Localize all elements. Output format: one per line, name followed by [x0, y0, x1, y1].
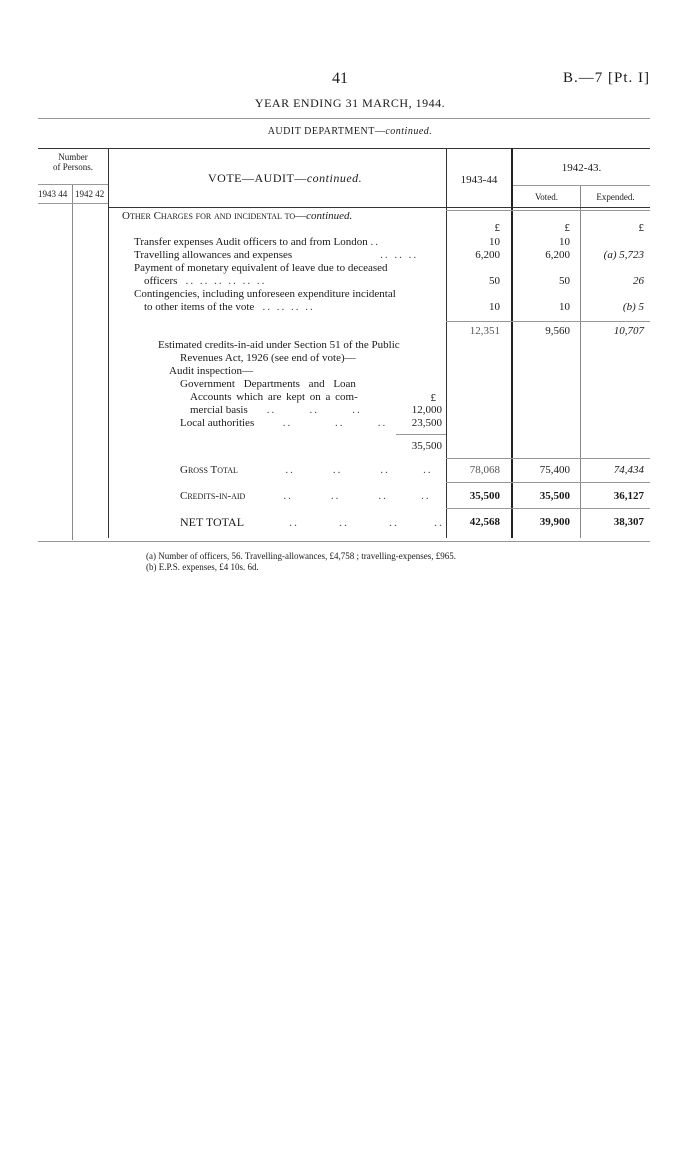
page-number: 41: [332, 70, 348, 87]
section-heading: [122, 210, 352, 223]
credits-line: Audit inspection—: [169, 365, 254, 377]
rule: [38, 203, 108, 204]
table-bottom-rule: [38, 541, 650, 542]
item-line: Contingencies, including unforeseen expenditure incidental: [134, 288, 396, 300]
item-line: Travelling allowances and expenses: [134, 249, 293, 261]
currency-1943: £: [494, 222, 500, 234]
vote-title-cont: continued.: [306, 171, 363, 185]
gross-total-expended: 74,434: [613, 464, 644, 476]
table-top-rule: [38, 148, 650, 149]
leader-dots: .. .. .. ..: [262, 301, 315, 313]
document-reference: B.—7 [Pt. I]: [563, 70, 650, 86]
credits-currency: £: [430, 392, 436, 404]
net-total-expended: 38,307: [613, 516, 644, 528]
value-expended: (a) 5,723: [603, 249, 644, 261]
value-voted: 10: [559, 301, 570, 313]
net-total-voted: 39,900: [539, 516, 570, 528]
item-label: [134, 249, 418, 262]
department-name: AUDIT DEPARTMENT—: [267, 126, 386, 137]
credits-in-aid-1943: 35,500: [469, 490, 500, 502]
currency-voted: £: [564, 222, 570, 234]
persons-header: [38, 152, 108, 172]
rule: [446, 482, 650, 483]
section-heading-cont: continued.: [306, 210, 353, 222]
gross-total-label: Gross Total .. .. .. ..: [180, 464, 433, 476]
col-divider-years: [72, 185, 73, 540]
credits-in-aid-label: Credits-in-aid .. .. .. ..: [180, 490, 431, 502]
credits-line-text: mercial basis: [190, 404, 248, 416]
value-1943: 10: [489, 236, 500, 248]
persons-label-2: of Persons.: [53, 162, 93, 172]
currency-expended: £: [638, 222, 644, 234]
rule: [513, 185, 650, 186]
item-label: [134, 236, 380, 249]
credits-total-value: 35,500: [411, 440, 442, 452]
credits-line: Government Departments and Loan: [180, 378, 356, 390]
credits-line: Revenues Act, 1926 (see end of vote)—: [180, 352, 356, 364]
department-cont: continued.: [385, 126, 433, 137]
rule: [108, 207, 650, 208]
credits-line-text: Local authorities: [180, 417, 255, 429]
footnote-a: (a) Number of officers, 56. Travelling-allowances, £4,758 ; travelling-expenses, £965.: [146, 551, 457, 561]
item-line: Payment of monetary equivalent of leave due to deceased: [134, 262, 388, 274]
credits-line: Estimated credits-in-aid under Section 51 of the Public: [158, 339, 400, 351]
rule: [38, 184, 108, 185]
col-1942-header: 1942-43.: [561, 162, 602, 174]
net-total-text: NET TOTAL: [180, 515, 245, 529]
rule: [446, 210, 650, 211]
page-subtitle: YEAR ENDING 31 MARCH, 1944.: [254, 96, 446, 110]
value-1943: 6,200: [475, 249, 500, 261]
item-label: [134, 288, 396, 314]
credits-line: mercial basis .. .. ..: [190, 404, 362, 416]
col-divider-voted: [580, 186, 581, 538]
item-line: Transfer expenses Audit officers to and from London: [134, 236, 368, 248]
gross-total-text: Gross Total: [180, 464, 238, 476]
credits-commercial-value: 12,000: [411, 404, 442, 416]
item-label: [134, 262, 388, 288]
value-expended: 26: [633, 275, 644, 287]
col-expended-header: Expended.: [596, 192, 635, 202]
value-voted: 10: [559, 236, 570, 248]
department-title: [0, 126, 700, 137]
credits-line: Accounts which are kept on a com-: [190, 391, 358, 403]
item-line: officers: [144, 275, 178, 287]
rule: [446, 508, 650, 509]
credits-in-aid-voted: 35,500: [539, 490, 570, 502]
year-b-label: 1942 42: [75, 189, 105, 199]
value-expended: (b) 5: [622, 301, 644, 313]
section-heading-text: Other Charges for and incidental to—: [122, 210, 307, 222]
leader-dots: ..: [370, 236, 380, 248]
col-voted-header: Voted.: [534, 192, 559, 202]
credits-line: Local authorities .. .. ..: [180, 417, 388, 429]
net-total-label: NET TOTAL .. .. .. ..: [180, 515, 445, 529]
year-a-label: 1943 44: [38, 189, 68, 199]
gross-total-voted: 75,400: [539, 464, 570, 476]
subtotal-expended: 10,707: [613, 325, 644, 337]
net-total-1943: 42,568: [469, 516, 500, 528]
credits-in-aid-text: Credits-in-aid: [180, 490, 246, 502]
subtotal-1943: 12,351: [469, 325, 500, 337]
vote-title-text: VOTE—AUDIT—: [208, 171, 307, 185]
leader-dots: .. .. ..: [380, 249, 419, 261]
credits-in-aid-expended: 36,127: [613, 490, 644, 502]
item-line: to other items of the vote: [144, 301, 255, 313]
footnote-b: (b) E.P.S. expenses, £4 10s. 6d.: [146, 562, 259, 572]
value-voted: 6,200: [545, 249, 570, 261]
value-1943: 50: [489, 275, 500, 287]
col-1943-header: 1943-44: [460, 174, 498, 186]
rule: [446, 458, 650, 459]
rule: [446, 321, 650, 322]
persons-label-1: Number: [58, 152, 88, 162]
vote-title: [208, 171, 362, 186]
value-1943: 10: [489, 301, 500, 313]
value-voted: 50: [559, 275, 570, 287]
rule: [396, 434, 446, 435]
rule: [38, 118, 650, 119]
leader-dots: .. .. .. .. .. ..: [185, 275, 267, 287]
gross-total-1943: 78,068: [469, 464, 500, 476]
subtotal-voted: 9,560: [545, 325, 570, 337]
credits-local-value: 23,500: [411, 417, 442, 429]
